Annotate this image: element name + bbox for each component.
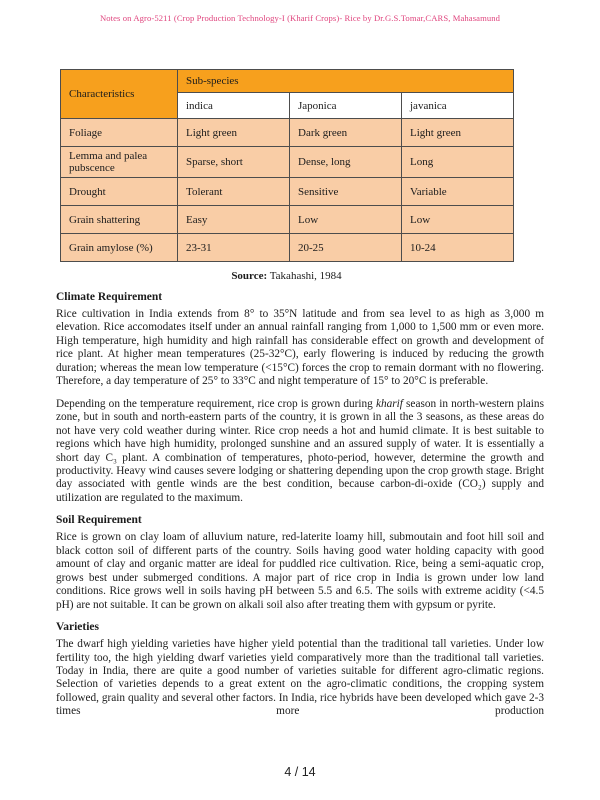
table-subheader-japonica: Japonica [290,93,402,119]
climate-paragraph-1: Rice cultivation in India extends from 8° to 35°N latitude and from sea level to as high as 3,000 m elevation. Rice accomodates itself under an annual rainfall ranging from 1,000 to 1,500 mm or even more. High temperature, high humidity and high rainfall has considerable effect on growth and development of rice plant. At higher mean temperatures (25-32°C), early flowering is induced by reducing the growth duration; whereas the mean low temperature (<15°C) forces the crop to remain dormant with no flowering. Therefore, a day temperature of 25° to 33°C and night temperature of 15° to 20°C is preferable. [56,308,544,388]
source-label: Source: [231,270,268,282]
table-cell: Variable [402,178,514,206]
document-header-note: Notes on Agro-5211 (Crop Production Technology-I (Kharif Crops)- Rice by Dr.G.S.Tomar,CARS, Mahasamund [99,13,501,23]
table-row [61,119,514,147]
document-body [56,291,544,719]
table-row [61,147,514,178]
kharif-italic-term: kharif [375,397,403,410]
row-label-grain-shattering: Grain shattering [61,206,178,234]
row-label-lemma-palea: Lemma and palea pubscence [61,147,178,178]
section-heading-varieties: Varieties [56,621,100,634]
table-cell: 20-25 [290,234,402,262]
table-row [61,206,514,234]
table-cell: Low [402,206,514,234]
section-heading-soil-requirement: Soil Requirement [56,514,142,527]
table-cell: Easy [178,206,290,234]
table-cell: 23-31 [178,234,290,262]
table-subheader-javanica: javanica [402,93,514,119]
table-cell: Low [290,206,402,234]
table-header-row [61,70,514,93]
table-cell: Sparse, short [178,147,290,178]
soil-paragraph-1: Rice is grown on clay loam of alluvium nature, red-laterite loamy hill, submoutain and foot hill soil and black cotton soil of different parts of the country. Soils having good water holding capacity with good amount of clay and organic matter are ideal for puddled rice cultivation. Rice, being a semi-aquatic crop, grows best under submerged conditions. A major part of rice crop in India is grown under low land conditions. Rice grows well in soils having pH between 5.5 and 6.5. The soils with extreme acidity (<4.5 pH) are not suitable. It can be grown on alkali soil also after treating them with gypsum or pyrite. [56,531,544,611]
table-header-subspecies: Sub-species [178,70,514,93]
table-cell: 10-24 [402,234,514,262]
source-text: Takahashi, 1984 [267,270,342,282]
row-label-foliage: Foliage [61,119,178,147]
section-heading-climate-requirement: Climate Requirement [56,291,163,303]
row-label-drought: Drought [61,178,178,206]
varieties-paragraph-1: The dwarf high yielding varieties have higher yield potential than the traditional tall varieties. Under low fertility too, the high yielding dwarf varieties yield comparatively more than the traditional tall varieties. Today in India, there are quite a good number of varieties suitable for different agro-climatic regions. Selection of varieties depends to a great extent on the agro-climatic conditions, the cropping system followed, grain quality and several other factors. In India, rice hybrids have been developed which gave 2-3 times more production [56,638,544,718]
climate-paragraph-2 [56,398,544,506]
table-cell: Long [402,147,514,178]
table-cell: Dense, long [290,147,402,178]
table-subheader-indica: indica [178,93,290,119]
table-cell: Light green [178,119,290,147]
table-row [61,178,514,206]
climate-paragraph-2-text-continued: season in north-western plains zone, but in south and north-eastern parts of the country, it is grown in all the 3 seasons, as these areas do not have very cold weather during winter. Rice crop needs a hot and humid climate. It is best suitable to regions which have high humidity, prolonged sunshine and an assured supply of water. It is essentially a short day C₃ plant. A combination of temperatures, photo-period, however, determine the growth and productivity. Heavy wind causes severe lodging or shattering depending upon the crop growth stage. Bright day associated with gentle winds are the best condition, because carbon-di-oxide (CO₂) supply and utilization are regulated to the maximum. [56,397,544,504]
subspecies-characteristics-table [60,69,514,262]
table-cell: Tolerant [178,178,290,206]
table-row [61,234,514,262]
table-cell: Dark green [290,119,402,147]
row-label-grain-amylose: Grain amylose (%) [61,234,178,262]
table-source-caption [60,270,513,282]
page-number-indicator: 4 / 14 [284,765,316,779]
table-header-characteristics: Characteristics [61,70,178,119]
table-cell: Sensitive [290,178,402,206]
table-cell: Light green [402,119,514,147]
climate-paragraph-2-text: Depending on the temperature requirement, rice crop is grown during [56,397,376,410]
